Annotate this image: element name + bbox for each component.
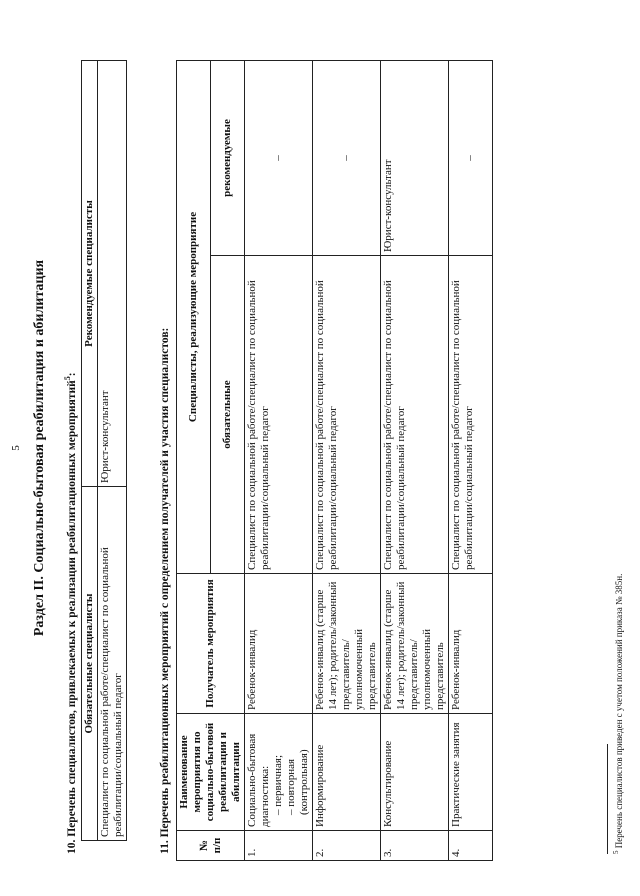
- table-row: [449, 60, 493, 860]
- row-recipient: Ребенок-инвалид: [449, 574, 493, 714]
- row-number: 2.: [313, 831, 381, 861]
- table-row: [381, 60, 449, 860]
- col-required-header: Обязательные специалисты: [82, 487, 98, 841]
- footnote: [612, 54, 625, 854]
- block10-heading-text: 10. Перечень специалистов, привлекаемых к реализации реабилитационных мероприятий: [65, 380, 78, 854]
- row-required: Специалист по социальной работе/специалист по социальной реабилитации/социальный педагог: [381, 256, 449, 574]
- footnote-mark: 5: [612, 850, 620, 854]
- block10-heading-tail: :: [65, 372, 78, 377]
- row-name: Информирование: [313, 714, 381, 831]
- table-row: [313, 60, 381, 860]
- row-number: 1.: [245, 831, 313, 861]
- specialists-header: Специалисты, реализующие мероприятие: [177, 60, 211, 573]
- row-name-text: Социально-бытовая диагностика:: [246, 733, 271, 827]
- row-recommended: Юрист-консультант: [381, 60, 449, 255]
- section-title: Раздел II. Социально-бытовая реабилитация и абилитация: [32, 259, 47, 637]
- block11-heading: 11. Перечень реабилитационных мероприятий с определением получателей и участия специалистов:: [159, 327, 171, 854]
- row-required: Специалист по социальной работе/специалист по социальной реабилитации/социальный педагог: [449, 256, 493, 574]
- page-number: 5: [10, 445, 22, 451]
- required-header: обязательные: [211, 256, 245, 574]
- recipient-header: Получатель мероприятия: [177, 574, 245, 714]
- footnote-divider: [607, 744, 608, 854]
- row-name: Практические занятия: [449, 714, 493, 831]
- row-name: [245, 714, 313, 831]
- list-item: – повторная (контрольная): [285, 749, 310, 815]
- required-specialists: Специалист по социальной работе/специалист по социальной реабилитации/социальный педагог: [98, 487, 127, 841]
- block10-heading: [63, 34, 80, 854]
- row-required: Специалист по социальной работе/специалист по социальной реабилитации/социальный педагог: [245, 256, 313, 574]
- row-recommended: –: [245, 60, 313, 255]
- table-header-row: [82, 61, 98, 841]
- row-required: Специалист по социальной работе/специалист по социальной реабилитации/социальный педагог: [313, 256, 381, 574]
- col-recommended-header: Рекомендуемые специалисты: [82, 61, 98, 487]
- row-recipient: Ребенок-инвалид: [245, 574, 313, 714]
- row-recipient: Ребенок-инвалид (старше 14 лет); родитель/законный представитель/уполномоченный представитель: [313, 574, 381, 714]
- footnote-text: Перечень специалистов приведен с учетом положений приказа № 385н.: [614, 573, 624, 849]
- specialists-table: [81, 60, 127, 841]
- row-sub-list: [272, 717, 311, 827]
- list-item: – первичная;: [272, 754, 284, 815]
- table-row: [245, 60, 313, 860]
- row-name: Консультирование: [381, 714, 449, 831]
- num-header: № п/п: [177, 831, 245, 861]
- row-recommended: –: [449, 60, 493, 255]
- row-number: 4.: [449, 831, 493, 861]
- row-recipient: Ребенок-инвалид (старше 14 лет); родитель/законный представитель/уполномоченный представитель: [381, 574, 449, 714]
- recommended-header: рекомендуемые: [211, 60, 245, 255]
- table-row: [98, 61, 127, 841]
- table-header-row: [177, 60, 211, 860]
- measures-table: [176, 60, 493, 861]
- row-number: 3.: [381, 831, 449, 861]
- recommended-specialists: Юрист-консультант: [98, 61, 127, 487]
- row-recommended: –: [313, 60, 381, 255]
- name-header: Наименование мероприятия по социально-бытовой реабилитации и абилитации: [177, 714, 245, 831]
- footnote-ref: 5: [63, 376, 72, 381]
